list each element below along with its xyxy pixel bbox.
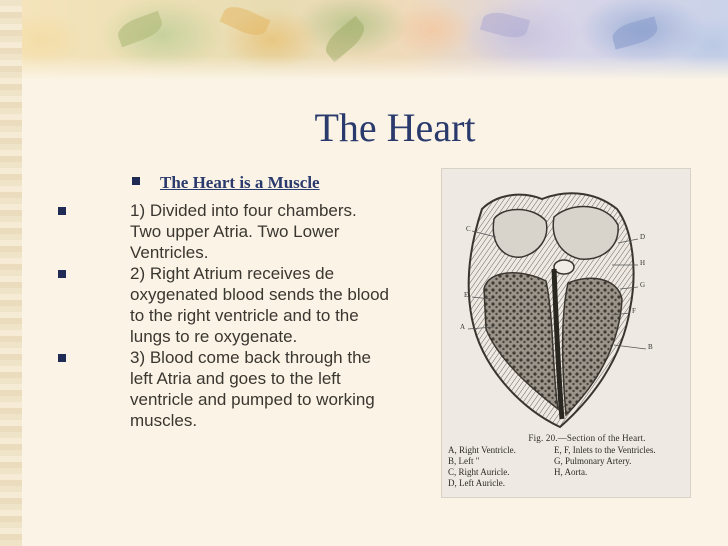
legend-entry: H, Aorta. bbox=[554, 467, 588, 477]
bullet-item-2 bbox=[58, 263, 398, 347]
bullet-text: 3) Blood come back through the left Atria and goes to the left ventricle and pumped to working muscles. bbox=[130, 348, 375, 430]
bullet-list bbox=[58, 172, 398, 431]
legend-entry: E, F, Inlets to the Ventricles. bbox=[554, 445, 656, 455]
bullet-item-3 bbox=[58, 347, 398, 431]
square-bullet-icon bbox=[58, 207, 66, 215]
heart-illustration bbox=[442, 169, 690, 433]
legend-entry: A, Right Ventricle. bbox=[448, 445, 516, 455]
heart-section-figure bbox=[441, 168, 691, 498]
figure-letter-h: H bbox=[640, 259, 646, 267]
leaf-decoration bbox=[320, 16, 369, 62]
figure-letter-b: B bbox=[648, 343, 653, 351]
sub-bullet-text: The Heart is a Muscle bbox=[160, 173, 320, 192]
leaf-decoration bbox=[610, 16, 660, 49]
sub-bullet-item bbox=[58, 172, 398, 194]
leaf-decoration bbox=[220, 1, 271, 40]
legend-entry: C, Right Auricle. bbox=[448, 467, 510, 477]
figure-letter-g: G bbox=[640, 281, 646, 289]
bullet-text: 2) Right Atrium receives de oxygenated blood sends the blood to the right ventricle and to the lungs to re oxygenate. bbox=[130, 264, 389, 346]
figure-letter-f: F bbox=[632, 307, 636, 315]
caption-title: Fig. 20.—Section of the Heart. bbox=[528, 433, 646, 443]
leaf-decoration bbox=[480, 8, 530, 41]
slide-title: The Heart bbox=[314, 105, 476, 150]
legend-entry: D, Left Auricle. bbox=[448, 478, 505, 488]
bullet-text: 1) Divided into four chambers. Two upper Atria. Two Lower Ventricles. bbox=[130, 201, 357, 262]
figure-letter-d: D bbox=[640, 233, 646, 241]
figure-letter-c: C bbox=[466, 225, 471, 233]
watercolor-header-band bbox=[22, 0, 728, 80]
square-bullet-icon bbox=[58, 270, 66, 278]
figure-letter-a: A bbox=[460, 323, 466, 331]
figure-letter-e: E bbox=[464, 291, 469, 299]
bullet-item-1 bbox=[58, 200, 398, 263]
legend-entry: B, Left " bbox=[448, 456, 480, 466]
leaf-decoration bbox=[115, 11, 166, 47]
valve bbox=[554, 260, 574, 274]
parchment-strip bbox=[0, 0, 22, 546]
caption-legend bbox=[448, 445, 686, 489]
legend-entry: G, Pulmonary Artery. bbox=[554, 456, 632, 466]
square-bullet-icon bbox=[58, 354, 66, 362]
square-bullet-icon bbox=[132, 177, 140, 185]
figure-caption bbox=[448, 433, 686, 489]
